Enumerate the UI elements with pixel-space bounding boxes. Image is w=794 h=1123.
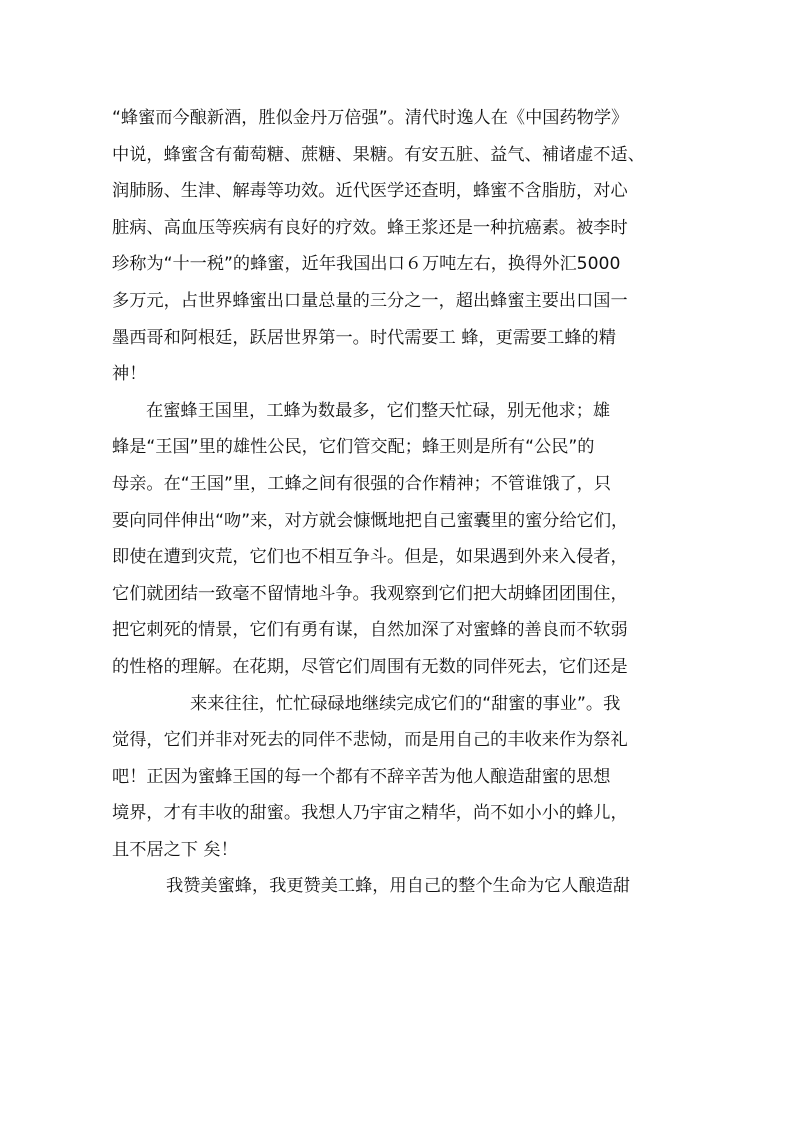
text-line: 即使在遭到灾荒，它们也不相互争斗。但是，如果遇到外来入侵者， — [112, 547, 628, 568]
text-line: “蜂蜜而今酿新酒，胜似金丹万倍强”。清代时逸人在《中国药物学》 — [112, 108, 629, 128]
text-line: 脏病、高血压等疾病有良好的疗效。蜂王浆还是一种抗癌素。被李时 — [112, 217, 628, 238]
text-line: 把它刺死的情景，它们有勇有谋，自然加深了对蜜蜂的善良而不软弱 — [112, 620, 628, 641]
indented-text-line: 来来往往，忙忙碌碌地继续完成它们的“甜蜜的事业”。我 — [190, 693, 621, 714]
text-line: 珍称为“十一税”的蜂蜜，近年我国出口６万吨左右，换得外汇5000 — [112, 254, 621, 275]
text-line: 母亲。在“王国”里，工蜂之间有很强的合作精神；不管谁饿了，只 — [112, 473, 612, 494]
text-line: 境界，才有丰收的甜蜜。我想人乃宇宙之精华，尚不如小小的蜂儿， — [112, 803, 628, 824]
paragraph-start-line: 我赞美蜜蜂，我更赞美工蜂，用自己的整个生命为它人酿造甜 — [166, 876, 631, 897]
text-line: 多万元，占世界蜂蜜出口量总量的三分之一，超出蜂蜜主要出口国一 — [112, 290, 628, 311]
document-body — [112, 100, 687, 905]
text-line: 它们就团结一致毫不留情地斗争。我观察到它们把大胡蜂团团围住， — [112, 583, 628, 604]
text-line: 墨西哥和阿根廷，跃居世界第一。时代需要工 蜂，更需要工蜂的精 — [112, 327, 616, 348]
text-line: 且不居之下 矣！ — [112, 839, 238, 860]
text-line: 神！ — [112, 364, 147, 385]
text-line: 的性格的理解。在花期，尽管它们周围有无数的同伴死去，它们还是 — [112, 656, 628, 677]
paragraph-start-line: 在蜜蜂王国里，工蜂为数最多，它们整天忙碌，别无他求；雄 — [146, 400, 611, 421]
text-line: 中说，蜂蜜含有葡萄糖、蔗糖、果糖。有安五脏、益气、補诸虚不适、 — [112, 144, 645, 165]
text-line: 吧！正因为蜜蜂王国的每一个都有不辞辛苦为他人酿造甜蜜的思想 — [112, 766, 611, 787]
text-line: 要向同伴伸出“吻”来，对方就会慷慨地把自己蜜囊里的蜜分给它们， — [112, 510, 629, 531]
text-line: 觉得，它们并非对死去的同伴不悲恸，而是用自己的丰收来作为祭礼 — [112, 730, 628, 751]
text-line: 蜂是“王国”里的雄性公民，它们管交配；蜂王则是所有“公民”的 — [112, 437, 595, 458]
text-line: 润肺肠、生津、解毒等功效。近代医学还查明，蜂蜜不含脂肪，对心 — [112, 181, 628, 202]
